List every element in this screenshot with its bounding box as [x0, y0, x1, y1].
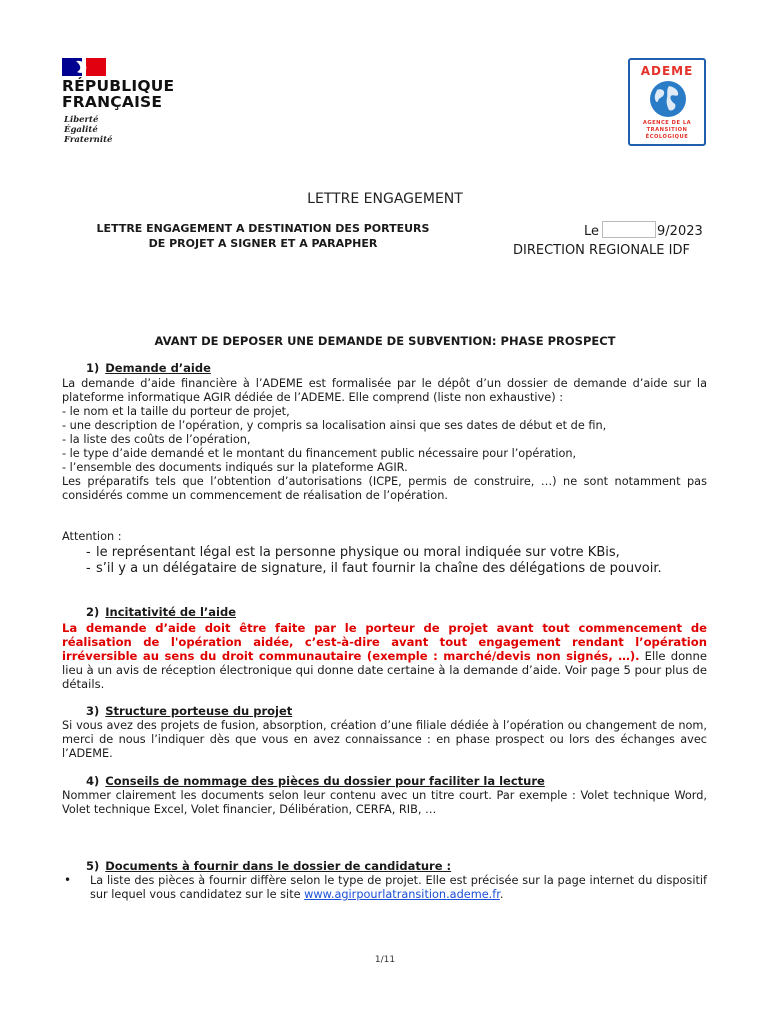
- paragraph: La demande d’aide financière à l’ADEME est formalisée par le dépôt d’un dossier de demande d’aide sur la plateforme informatique AGIR dédiée de l’ADEME. Elle comprend (liste non exhaustive) :: [62, 377, 707, 404]
- section-5-number: 5): [86, 859, 100, 873]
- section-4-heading: [86, 774, 545, 788]
- list-item-text: le représentant légal est la personne physique ou moral indiquée sur votre KBis,: [96, 545, 620, 560]
- marianne-flag-logo: [62, 58, 106, 76]
- section-1-number: 1): [86, 361, 100, 375]
- section-1-body: [62, 377, 707, 503]
- republique-motto: Liberté Égalité Fraternité: [64, 115, 113, 145]
- globe-icon: [649, 80, 687, 118]
- list-item-text: s’il y a un délégataire de signature, il faut fournir la chaîne des délégations de pouvoir.: [96, 560, 662, 576]
- list-item: [62, 874, 707, 902]
- bullet-marker: •: [64, 873, 72, 887]
- section-4-body: Nommer clairement les documents selon leur contenu avec un titre court. Par exemple : Volet technique Word, Volet technique Excel, Volet financier, Délibération, CERFA, RIB, …: [62, 789, 707, 816]
- date-prefix: Le: [584, 224, 600, 239]
- ademe-logo-tagline: AGENCE DE LA TRANSITION ÉCOLOGIQUE: [642, 120, 692, 140]
- section-4-title: Conseils de nommage des pièces du dossier pour faciliter la lecture: [105, 774, 545, 788]
- section-2-heading: [86, 605, 236, 619]
- date-line: [584, 221, 703, 239]
- list-item: [62, 545, 706, 561]
- dash-marker: -: [86, 560, 91, 576]
- list-item: - une description de l’opération, y compris sa localisation ainsi que ses dates de début et de fin,: [62, 419, 607, 432]
- section-3-number: 3): [86, 704, 100, 718]
- attention-list: [62, 545, 706, 576]
- ademe-logo: [628, 58, 706, 146]
- agir-website-link[interactable]: www.agirpourlatransition.ademe.fr: [304, 888, 500, 901]
- paragraph: La liste des pièces à fournir diffère selon le type de projet. Elle est précisée sur la page internet du dispositif sur lequel vous candidatez sur le site: [90, 874, 707, 901]
- punctuation: .: [499, 888, 504, 901]
- list-item: - la liste des coûts de l’opération,: [62, 433, 251, 446]
- republique-francaise-wordmark: RÉPUBLIQUE FRANÇAISE: [62, 77, 175, 111]
- section-1-heading: [86, 361, 211, 375]
- section-4-number: 4): [86, 774, 100, 788]
- section-1-title: Demande d’aide: [105, 361, 211, 375]
- section-2-title: Incitativité de l’aide: [105, 605, 237, 619]
- list-item: - le nom et la taille du porteur de projet,: [62, 405, 290, 418]
- paragraph: Elle donne lieu à un avis de réception électronique qui donne date certaine à la demande d’aide. Voir page 5 pour plus de détails.: [62, 649, 707, 691]
- dash-marker: -: [86, 545, 91, 560]
- section-title: AVANT DE DEPOSER UNE DEMANDE DE SUBVENTION: PHASE PROSPECT: [154, 334, 616, 348]
- list-item: [62, 561, 706, 577]
- date-day-field[interactable]: [602, 221, 656, 238]
- document-title: LETTRE ENGAGEMENT: [307, 191, 463, 207]
- section-2-body: [62, 621, 707, 691]
- page-number: 1/11: [374, 955, 396, 965]
- section-3-body: Si vous avez des projets de fusion, absorption, création d’une filiale dédiée à l’opération ou changement de nom, merci de nous l’indiquer dès que vous en avez connaissance : en phase prospect ou lors des échanges avec l’ADEME.: [62, 719, 707, 760]
- date-value: 9/2023: [657, 224, 703, 239]
- section-2-number: 2): [86, 605, 100, 619]
- paragraph: Les préparatifs tels que l’obtention d’autorisations (ICPE, permis de construire, …) ne sont notamment pas considérés comme un commencement de réalisation de l’opération.: [62, 475, 707, 502]
- section-5-title: Documents à fournir dans le dossier de candidature :: [105, 859, 452, 873]
- section-5-heading: [86, 859, 451, 873]
- list-item: - le type d’aide demandé et le montant du financement public nécessaire pour l’opération,: [62, 447, 577, 460]
- ademe-logo-name: ADEME: [640, 64, 694, 78]
- letter-heading: LETTRE ENGAGEMENT A DESTINATION DES PORTEURS DE PROJET A SIGNER ET A PARAPHER: [96, 222, 430, 250]
- section-3-heading: [86, 704, 292, 718]
- direction-regionale: DIRECTION REGIONALE IDF: [513, 243, 690, 258]
- section-3-title: Structure porteuse du projet: [105, 704, 293, 718]
- list-item: - l’ensemble des documents indiqués sur la plateforme AGIR.: [62, 461, 408, 474]
- attention-label: Attention :: [62, 530, 122, 543]
- warning-text: La demande d’aide doit être faite par le porteur de projet avant tout commencement de réalisation de l'opération aidée, c’est-à-dire avant tout engagement rendant l’opération irréversible au sens du droit communautaire (exemple : marché/devis non signés, …).: [62, 621, 707, 663]
